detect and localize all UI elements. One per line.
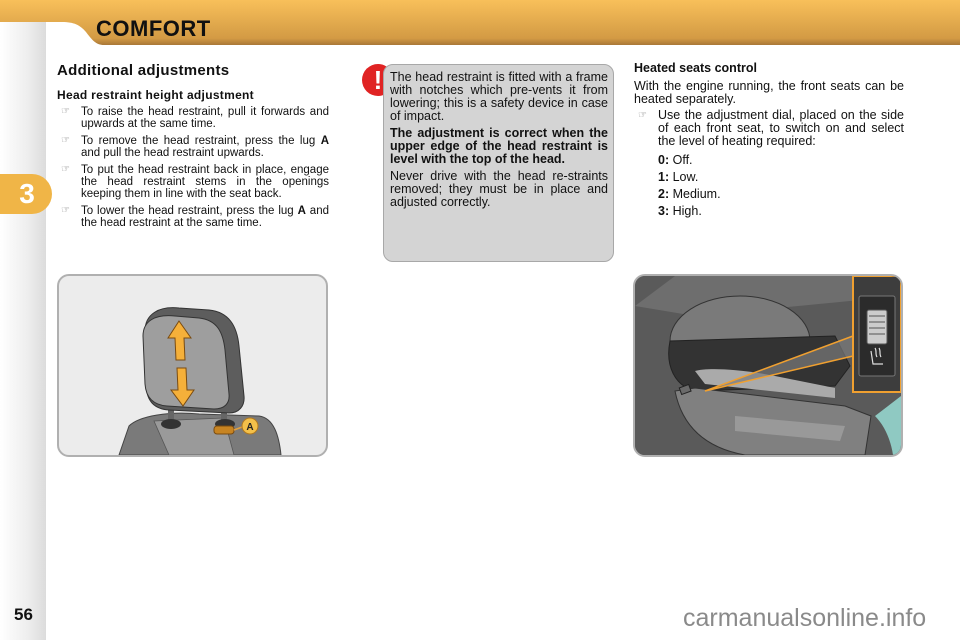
level-key: 0: [658, 153, 670, 167]
section-title: Additional adjustments [57, 62, 230, 79]
intro-text: With the engine running, the front seats can be heated separately. [634, 79, 904, 106]
exclamation-icon: ! [362, 64, 394, 96]
chapter-number: 3 [19, 178, 35, 209]
head-restraint-drawing [59, 276, 326, 455]
chapter-tab [0, 174, 52, 214]
lug-label: A [320, 135, 329, 147]
warning-paragraph: The head restraint is fitted with a frame with notches which pre-vents it from lowering; this is a safety device in case of impact. [390, 70, 608, 123]
chapter-header [0, 0, 960, 46]
heating-level [658, 170, 904, 184]
watermark: carmanualsonline.info [683, 604, 927, 632]
level-label: Medium. [672, 187, 721, 201]
page-title: COMFORT [96, 16, 211, 41]
list-item-text: To raise the head restraint, pull it forwards and upwards at the same time. [81, 106, 329, 130]
list-item [57, 135, 329, 159]
list-item [57, 205, 329, 229]
heating-level [658, 187, 904, 201]
heated-seat-drawing [635, 276, 901, 455]
list-item [57, 164, 329, 200]
page-number: 56 [14, 605, 33, 624]
level-key: 3: [658, 204, 670, 218]
pointing-hand-icon: ☞ [61, 135, 70, 146]
warning-paragraph: Never drive with the head re-straints removed; they must be in place and adjusted correctly. [390, 169, 608, 209]
lug-label: A [297, 205, 306, 217]
pointing-hand-icon: ☞ [61, 164, 70, 175]
lug-a-label: A [246, 422, 254, 433]
list-item-text: Use the adjustment dial, placed on the side of each front seat, to switch on and select the level of heating required: [658, 108, 904, 148]
level-key: 1: [658, 170, 670, 184]
text-segment: To remove the head restraint, press the lug [81, 135, 321, 147]
heated-seat-illustration [633, 274, 903, 457]
text-segment: and pull the head restraint upwards. [81, 147, 264, 159]
level-label: Off. [672, 153, 693, 167]
list-item-text [81, 205, 329, 229]
list-item-text: To put the head restraint back in place, engage the head restraint stems in the openings keeping them in line with the seat back. [81, 164, 329, 200]
list-item-text [81, 135, 329, 159]
level-label: Low. [672, 170, 699, 184]
warning-paragraph-bold: The adjustment is correct when the upper edge of the head restraint is level with the top of the head. [390, 126, 608, 166]
warning-box [383, 64, 614, 262]
level-label: High. [672, 204, 702, 218]
heated-seats-title: Heated seats control [634, 61, 757, 75]
side-strip [0, 0, 46, 640]
text-segment: To lower the head restraint, press the lug [81, 205, 298, 217]
heating-level [658, 153, 904, 167]
pointing-hand-icon: ☞ [61, 205, 70, 216]
text-segment: and the head restraint at the same time. [81, 205, 329, 229]
list-item [57, 106, 329, 130]
pointing-hand-icon: ☞ [61, 106, 70, 117]
list-item [634, 109, 904, 148]
left-column [57, 62, 329, 234]
pointing-hand-icon: ☞ [638, 110, 647, 121]
subsection-title: Head restraint height adjustment [57, 88, 254, 102]
right-column [634, 62, 904, 221]
level-key: 2: [658, 187, 670, 201]
heating-level [658, 204, 904, 218]
head-restraint-illustration [57, 274, 328, 457]
